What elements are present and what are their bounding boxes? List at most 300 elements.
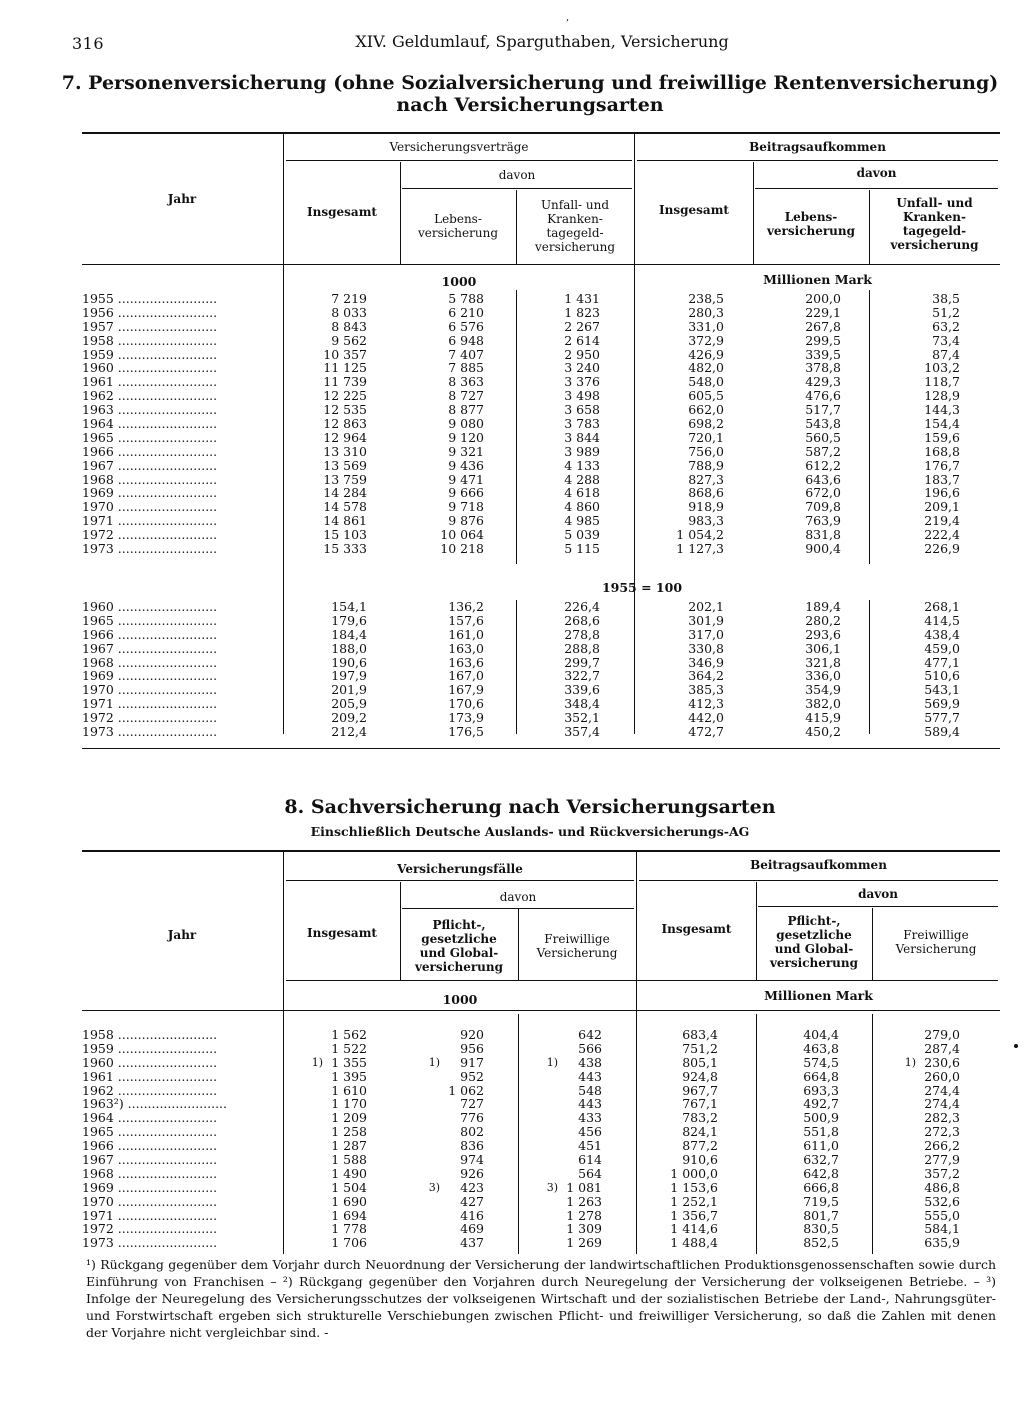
table-cell: 197,9 <box>331 668 367 684</box>
table-cell: 293,6 <box>805 626 841 642</box>
table-cell: 1 258 <box>331 1124 367 1140</box>
table-cell: 548,0 <box>688 374 724 390</box>
table-cell: 10 218 <box>440 541 484 557</box>
table-cell: 433 <box>578 1110 602 1126</box>
row-year: 1958 ......................... <box>82 333 218 348</box>
table-row <box>82 1097 1000 1111</box>
table7-rule-left-group <box>286 160 632 161</box>
table-cell: 3 844 <box>564 429 600 445</box>
table7-unfall-r4: versicherung <box>890 238 979 252</box>
scan-mark: , <box>566 12 570 23</box>
table-cell: 278,8 <box>564 626 600 642</box>
table-cell: 226,9 <box>924 541 960 557</box>
table-cell: 301,9 <box>688 612 724 628</box>
row-year: 1968 ......................... <box>82 472 218 487</box>
table-row <box>82 711 1000 725</box>
table-cell: 1 562 <box>331 1027 367 1042</box>
table-cell: 456 <box>578 1124 602 1140</box>
table-cell: 280,2 <box>805 612 841 628</box>
table-cell: 173,9 <box>448 710 484 726</box>
table-cell: 167,0 <box>448 668 484 684</box>
row-year: 1969 ......................... <box>82 669 218 684</box>
row-year: 1970 ......................... <box>82 1194 218 1209</box>
table-row <box>82 1153 1000 1167</box>
row-year: 1973 ......................... <box>82 542 218 556</box>
table-cell: 63,2 <box>932 318 960 334</box>
table-row <box>82 473 1000 487</box>
table-cell: 917 <box>460 1054 484 1070</box>
table-cell: 415,9 <box>805 710 841 726</box>
table-cell: 4 288 <box>564 471 600 487</box>
table-cell: 763,9 <box>805 513 841 529</box>
table-cell: 517,7 <box>805 402 841 418</box>
table-row <box>82 306 1000 320</box>
table-cell: 364,2 <box>688 668 724 684</box>
table8-unit-right: Millionen Mark <box>764 988 873 1003</box>
table-cell: 189,4 <box>805 599 841 614</box>
row-year: 1966 ......................... <box>82 627 218 642</box>
table-row <box>82 1139 1000 1153</box>
row-year: 1971 ......................... <box>82 514 218 529</box>
table-row <box>82 725 1000 739</box>
table-row <box>82 1042 1000 1056</box>
table-cell: 330,8 <box>688 640 724 656</box>
table8-pflicht-r3: und Global- <box>774 942 854 956</box>
table-cell: 482,0 <box>688 360 724 376</box>
row-year: 1964 ......................... <box>82 1111 218 1126</box>
table-cell: 1 269 <box>566 1235 602 1251</box>
table-cell: 331,0 <box>688 318 724 334</box>
table8-subtitle: Einschließlich Deutsche Auslands- und Rückversicherungs-AG <box>310 824 750 839</box>
table-cell: 477,1 <box>924 654 960 670</box>
table-cell: 560,5 <box>805 429 841 445</box>
table-row <box>82 389 1000 403</box>
table-row <box>82 334 1000 348</box>
row-year: 1965 ......................... <box>82 613 218 628</box>
table-cell: 4 860 <box>564 499 600 515</box>
row-year: 1968 ......................... <box>82 1166 218 1181</box>
table-cell: 299,7 <box>564 654 600 670</box>
table-cell: 632,7 <box>803 1152 839 1168</box>
table-cell: 352,1 <box>564 710 600 726</box>
table-row <box>82 431 1000 445</box>
table-cell: 605,5 <box>688 388 724 404</box>
table-cell: 956 <box>460 1040 484 1056</box>
table-cell: 437 <box>460 1235 484 1251</box>
table-cell: 543,8 <box>805 416 841 432</box>
table-row <box>82 1181 1000 1195</box>
table-cell: 852,5 <box>803 1235 839 1251</box>
table-cell: 414,5 <box>924 612 960 628</box>
table-cell: 209,2 <box>331 710 367 726</box>
table-cell: 357,4 <box>564 724 600 740</box>
table7-col-unfall-left <box>518 198 632 254</box>
table-cell: 346,9 <box>688 654 724 670</box>
table-cell: 1 309 <box>566 1221 602 1237</box>
table8-rule-davon-left <box>402 908 634 909</box>
table-cell: 9 080 <box>448 416 484 432</box>
table-cell: 1 263 <box>566 1193 602 1209</box>
table-cell: 642 <box>578 1027 602 1042</box>
table8-vrule-r2 <box>872 908 873 980</box>
table-cell: 5 788 <box>448 291 484 306</box>
table-cell: 385,3 <box>688 682 724 698</box>
table-cell: 451 <box>578 1138 602 1154</box>
table-cell: 128,9 <box>924 388 960 404</box>
table-cell: 10 357 <box>323 346 367 362</box>
row-year: 1965 ......................... <box>82 1125 218 1140</box>
table8-pflicht-l1: Pflicht-, <box>432 918 486 932</box>
table-cell: 14 578 <box>323 499 367 515</box>
table-cell: 476,6 <box>805 388 841 404</box>
table-cell: 918,9 <box>688 499 724 515</box>
table-cell: 801,7 <box>803 1207 839 1223</box>
table-cell: 459,0 <box>924 640 960 656</box>
table-cell: 756,0 <box>688 443 724 459</box>
table-cell: 427 <box>460 1193 484 1209</box>
table-cell: 472,7 <box>688 724 724 740</box>
table-row <box>82 1167 1000 1181</box>
table-cell: 13 759 <box>323 471 367 487</box>
table7-title-line2: nach Versicherungsarten <box>396 94 664 116</box>
row-year: 1961 ......................... <box>82 375 218 390</box>
table-cell: 230,6 <box>924 1054 960 1070</box>
table-cell: 378,8 <box>805 360 841 376</box>
table-cell: 463,8 <box>803 1040 839 1056</box>
row-year: 1973 ......................... <box>82 1236 218 1251</box>
table-cell: 1 127,3 <box>676 541 724 557</box>
table-cell: 1 062 <box>448 1082 484 1098</box>
table-cell: 222,4 <box>924 527 960 543</box>
table-cell: 831,8 <box>805 527 841 543</box>
table-cell: 196,6 <box>924 485 960 501</box>
table-row <box>82 375 1000 389</box>
table-cell: 2 614 <box>564 332 600 348</box>
table7-unfall-l3: tagegeld- <box>546 226 604 240</box>
table-cell: 339,6 <box>564 682 600 698</box>
table7-unfall-l1: Unfall- und <box>540 198 610 212</box>
table8-unit-left: 1000 <box>442 992 478 1007</box>
table-cell: 426,9 <box>688 346 724 362</box>
table-cell: 926 <box>460 1165 484 1181</box>
table-cell: 788,9 <box>688 457 724 473</box>
table-cell: 1 356,7 <box>670 1207 718 1223</box>
table-cell: 642,8 <box>803 1165 839 1181</box>
table8-col-pflicht-left <box>402 918 516 974</box>
table-cell: 268,1 <box>924 599 960 614</box>
table-cell: 339,5 <box>805 346 841 362</box>
table-cell: 2 950 <box>564 346 600 362</box>
table-cell: 205,9 <box>331 696 367 712</box>
table7-col-insgesamt-right: Insgesamt <box>659 203 729 217</box>
table-cell: 1 690 <box>331 1193 367 1209</box>
table7-section-index-label: 1955 = 100 <box>601 580 683 595</box>
row-year: 1971 ......................... <box>82 1208 218 1223</box>
table7-vrule-l1 <box>400 162 401 264</box>
table-cell: 8 363 <box>448 374 484 390</box>
table-cell: 1 000,0 <box>670 1165 718 1181</box>
table-cell: 776 <box>460 1110 484 1126</box>
table-cell: 202,1 <box>688 599 724 614</box>
table-cell: 136,2 <box>448 599 484 614</box>
table7-unit-left: 1000 <box>441 274 477 289</box>
table-cell: 4 133 <box>564 457 600 473</box>
table-cell: 1 252,1 <box>670 1193 718 1209</box>
table7-davon-left: davon <box>498 168 536 182</box>
table-cell: 299,5 <box>805 332 841 348</box>
table-cell: 952 <box>460 1068 484 1084</box>
table-cell: 118,7 <box>924 374 960 390</box>
table8-pflicht-l3: und Global- <box>419 946 499 960</box>
table7-body-absolute <box>82 292 1000 556</box>
table-row <box>82 683 1000 697</box>
table-cell: 157,6 <box>448 612 484 628</box>
table-cell: 404,4 <box>803 1027 839 1042</box>
table-cell: 1 588 <box>331 1152 367 1168</box>
table-cell: 288,8 <box>564 640 600 656</box>
table8-col-insgesamt-left: Insgesamt <box>307 926 377 940</box>
table-cell: 1 823 <box>564 304 600 320</box>
table8-col-frei-right <box>874 928 998 956</box>
table7-header-bottom-rule <box>82 264 1000 265</box>
table-cell: 693,3 <box>803 1082 839 1098</box>
row-year: 1966 ......................... <box>82 444 218 459</box>
row-year: 1963 ......................... <box>82 403 218 418</box>
table-cell: 336,0 <box>805 668 841 684</box>
table-cell: 15 333 <box>323 541 367 557</box>
row-year: 1961 ......................... <box>82 1069 218 1084</box>
table-row <box>82 361 1000 375</box>
table-cell: 14 861 <box>323 513 367 529</box>
table-row <box>82 1222 1000 1236</box>
table-cell: 720,1 <box>688 429 724 445</box>
table-row <box>82 600 1000 614</box>
table7-col-unfall-right <box>871 196 998 252</box>
row-year: 1957 ......................... <box>82 319 218 334</box>
table-cell: 154,4 <box>924 416 960 432</box>
table-cell: 2 267 <box>564 318 600 334</box>
table-cell: 683,4 <box>682 1027 718 1042</box>
row-year: 1962 ......................... <box>82 1083 218 1098</box>
table-cell: 802 <box>460 1124 484 1140</box>
table8-vrule-r1 <box>756 882 757 980</box>
table-cell: 7 407 <box>448 346 484 362</box>
table-row <box>82 486 1000 500</box>
table-cell: 287,4 <box>924 1040 960 1056</box>
table7-vrule-l2 <box>516 190 517 264</box>
row-year: 1973 ......................... <box>82 725 218 739</box>
table7-unfall-r3: tagegeld- <box>902 224 967 238</box>
table-cell: 423 <box>460 1179 484 1195</box>
table-cell: 8 727 <box>448 388 484 404</box>
table8-davon-right: davon <box>858 887 898 901</box>
table-cell: 8 033 <box>331 304 367 320</box>
table8-group-faelle: Versicherungsfälle <box>397 862 523 876</box>
table-cell: 161,0 <box>448 626 484 642</box>
table-cell: 212,4 <box>331 724 367 740</box>
table8-rule-right-group <box>639 880 998 881</box>
row-year: 1970 ......................... <box>82 500 218 515</box>
row-year: 1970 ......................... <box>82 683 218 698</box>
table-cell: 163,0 <box>448 640 484 656</box>
table-cell: 13 569 <box>323 457 367 473</box>
table-cell: 827,3 <box>688 471 724 487</box>
table-cell: 1 522 <box>331 1040 367 1056</box>
row-year: 1967 ......................... <box>82 641 218 656</box>
table-cell: 805,1 <box>682 1054 718 1070</box>
table-cell: 412,3 <box>688 696 724 712</box>
row-year: 1962 ......................... <box>82 389 218 404</box>
table-cell: 587,2 <box>805 443 841 459</box>
table-cell: 266,2 <box>924 1138 960 1154</box>
table-cell: 321,8 <box>805 654 841 670</box>
row-year: 1966 ......................... <box>82 1139 218 1154</box>
table8-header-bottom-rule <box>286 980 998 981</box>
table-cell: 3 783 <box>564 416 600 432</box>
table-cell: 548 <box>578 1082 602 1098</box>
table8-pflicht-r2: gesetzliche <box>776 928 852 942</box>
running-head: XIV. Geldumlauf, Sparguthaben, Versicherung <box>355 32 729 51</box>
table-cell: 348,4 <box>564 696 600 712</box>
row-year: 1971 ......................... <box>82 697 218 712</box>
table7-rule-davon-left <box>402 188 632 189</box>
table7-title <box>60 72 1000 116</box>
table-cell: 4 618 <box>564 485 600 501</box>
table-cell: 9 321 <box>448 443 484 459</box>
table-cell: 11 739 <box>323 374 367 390</box>
table-row <box>82 292 1000 306</box>
table-cell: 910,6 <box>682 1152 718 1168</box>
table-cell: 510,6 <box>924 668 960 684</box>
table-cell: 577,7 <box>924 710 960 726</box>
table-row <box>82 459 1000 473</box>
table-cell: 354,9 <box>805 682 841 698</box>
table7-top-rule <box>82 132 1000 134</box>
scan-dot <box>1014 1044 1018 1048</box>
table-cell: 1 694 <box>331 1207 367 1223</box>
table-cell: 574,5 <box>803 1054 839 1070</box>
table-cell: 200,0 <box>805 291 841 306</box>
row-year: 1967 ......................... <box>82 1153 218 1167</box>
table-cell: 9 876 <box>448 513 484 529</box>
table-cell: 190,6 <box>331 654 367 670</box>
table-cell: 643,6 <box>805 471 841 487</box>
table-cell: 500,9 <box>803 1110 839 1126</box>
table-cell: 38,5 <box>932 291 960 306</box>
table-cell: 614 <box>578 1152 602 1168</box>
table-cell: 14 284 <box>323 485 367 501</box>
table-cell: 569,9 <box>924 696 960 712</box>
table7-lebens-l2: versicherung <box>417 226 499 240</box>
row-year: 1960 ......................... <box>82 1055 218 1070</box>
table8-col-pflicht-right <box>758 914 870 970</box>
table-cell: 188,0 <box>331 640 367 656</box>
table-cell: 5 039 <box>564 527 600 543</box>
row-year: 1968 ......................... <box>82 655 218 670</box>
table-cell: 1 778 <box>331 1221 367 1237</box>
table-cell: 159,6 <box>924 429 960 445</box>
table-cell: 877,2 <box>682 1138 718 1154</box>
row-year: 1956 ......................... <box>82 305 218 320</box>
table-cell: 201,9 <box>331 682 367 698</box>
table-cell: 176,7 <box>924 457 960 473</box>
table-cell: 1 610 <box>331 1082 367 1098</box>
table8-pflicht-r4: versicherung <box>769 956 859 970</box>
table-cell: 280,3 <box>688 304 724 320</box>
table7-col-insgesamt-left: Insgesamt <box>307 205 377 219</box>
table-row <box>82 403 1000 417</box>
table-row <box>82 1056 1000 1070</box>
row-year: 1960 ......................... <box>82 600 218 614</box>
table7-col-lebens-right <box>755 210 867 238</box>
table8-frei-r1: Freiwillige <box>903 928 969 942</box>
table-cell: 4 985 <box>564 513 600 529</box>
table-cell: 727 <box>460 1096 484 1112</box>
table-cell: 144,3 <box>924 402 960 418</box>
table-cell: 9 718 <box>448 499 484 515</box>
table-row <box>82 1028 1000 1042</box>
table-cell: 443 <box>578 1068 602 1084</box>
table7-davon-right: davon <box>856 166 897 180</box>
table-cell: 7 219 <box>331 291 367 306</box>
table-cell: 824,1 <box>682 1124 718 1140</box>
table8-pflicht-l4: versicherung <box>414 960 504 974</box>
table-cell: 612,2 <box>805 457 841 473</box>
row-year: 1967 ......................... <box>82 458 218 473</box>
table-cell: 1 287 <box>331 1138 367 1154</box>
table-row <box>82 1236 1000 1250</box>
table-cell: 12 225 <box>323 388 367 404</box>
table-cell: 279,0 <box>924 1027 960 1042</box>
table-cell: 267,8 <box>805 318 841 334</box>
table7-body-index <box>82 600 1000 739</box>
table-cell: 1 209 <box>331 1110 367 1126</box>
table-cell: 666,8 <box>803 1179 839 1195</box>
table-cell: 274,4 <box>924 1082 960 1098</box>
table-cell: 783,2 <box>682 1110 718 1126</box>
table-row <box>82 669 1000 683</box>
page-number: 316 <box>72 34 105 53</box>
table-cell: 443 <box>578 1096 602 1112</box>
table8-title: 8. Sachversicherung nach Versicherungsarten <box>284 796 776 818</box>
table-cell: 664,8 <box>803 1068 839 1084</box>
table-cell: 170,6 <box>448 696 484 712</box>
table-cell: 1 081 <box>566 1179 602 1195</box>
table7-unfall-l4: versicherung <box>534 240 616 254</box>
table-cell: 317,0 <box>688 626 724 642</box>
table-cell: 1 490 <box>331 1165 367 1181</box>
footnote-marker: 1) <box>428 1055 440 1069</box>
table8-col-jahr: Jahr <box>167 928 197 942</box>
table-cell: 6 210 <box>448 304 484 320</box>
table7-lebens-l1: Lebens- <box>434 212 482 226</box>
table-cell: 9 471 <box>448 471 484 487</box>
table-cell: 268,6 <box>564 612 600 628</box>
table-cell: 1 054,2 <box>676 527 724 543</box>
table-row <box>82 348 1000 362</box>
table-cell: 9 120 <box>448 429 484 445</box>
table-cell: 830,5 <box>803 1221 839 1237</box>
table-cell: 1 488,4 <box>670 1235 718 1251</box>
table-cell: 229,1 <box>805 304 841 320</box>
table-cell: 9 562 <box>331 332 367 348</box>
table8-rule-davon-right <box>758 906 998 907</box>
table-cell: 442,0 <box>688 710 724 726</box>
table-cell: 564 <box>578 1165 602 1181</box>
table-cell: 920 <box>460 1027 484 1042</box>
row-year: 1955 ......................... <box>82 292 218 306</box>
table-cell: 974 <box>460 1152 484 1168</box>
